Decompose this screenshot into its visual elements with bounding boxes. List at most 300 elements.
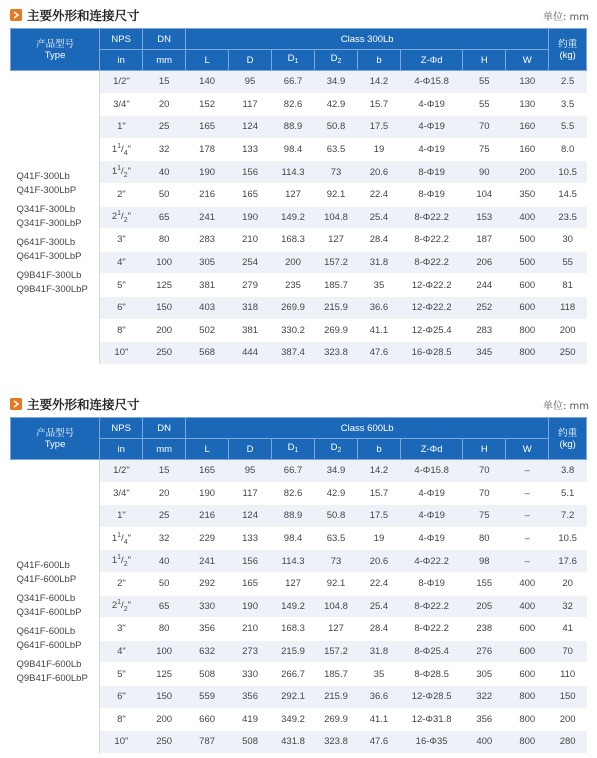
table-cell: 73 <box>315 161 358 184</box>
table-cell: 269.9 <box>315 319 358 342</box>
table-cell: 140 <box>186 71 229 94</box>
table-cell: 8-Φ19 <box>400 183 462 206</box>
table-cell: 95 <box>229 71 272 94</box>
table-cell: 20.6 <box>357 161 400 184</box>
table-cell: 500 <box>506 229 549 252</box>
table-cell: 88.9 <box>272 505 315 528</box>
subheader-dim: Z-Φd <box>400 50 462 71</box>
table-cell: 200 <box>272 251 315 274</box>
table-cell: 100 <box>143 640 186 663</box>
table-cell: 92.1 <box>315 183 358 206</box>
table-cell: 1" <box>100 116 143 139</box>
model-name: Q9B41F-300LbP <box>16 284 88 296</box>
table-cell: 125 <box>143 274 186 297</box>
subheader-dim: $D_2$ <box>315 50 358 71</box>
table-cell: 800 <box>506 731 549 754</box>
table-cell: 241 <box>186 206 229 229</box>
table-cell: 400 <box>506 572 549 595</box>
table-cell: 283 <box>463 319 506 342</box>
model-name: Q41F-300LbP <box>16 185 77 197</box>
table-cell: 88.9 <box>272 116 315 139</box>
table-cell: 36.6 <box>357 296 400 319</box>
table-cell: 127 <box>272 183 315 206</box>
table-cell: 345 <box>463 342 506 365</box>
table-cell: 75 <box>463 505 506 528</box>
model-list-cell <box>11 460 100 754</box>
table-cell: 32 <box>143 527 186 550</box>
section-header <box>0 393 597 415</box>
table-cell: 381 <box>186 274 229 297</box>
table-cell: 4-Φ15.8 <box>400 71 462 94</box>
table-cell: 5.1 <box>549 482 587 505</box>
table-cell: 47.6 <box>357 342 400 365</box>
table-cell: 190 <box>229 595 272 618</box>
table-cell: 50.8 <box>315 116 358 139</box>
table-cell: 156 <box>229 161 272 184</box>
subheader-dim: W <box>506 50 549 71</box>
table-cell: 17.6 <box>549 550 587 573</box>
table-cell: $2^1/_2$" <box>100 206 143 229</box>
table-cell: 229 <box>186 527 229 550</box>
dimensions-section-300lb <box>0 4 597 359</box>
table-cell: 110 <box>549 663 587 686</box>
model-name: Q341F-600Lb <box>16 593 76 605</box>
table-cell: 4-Φ19 <box>400 93 462 116</box>
table-cell: 254 <box>229 251 272 274</box>
table-cell: 283 <box>186 229 229 252</box>
table-cell: 1/2" <box>100 460 143 483</box>
table-cell: 400 <box>463 731 506 754</box>
table-cell: 14.5 <box>549 183 587 206</box>
table-cell: 22.4 <box>357 572 400 595</box>
table-cell: 63.5 <box>315 527 358 550</box>
table-cell: 149.2 <box>272 206 315 229</box>
table-cell: 34.9 <box>315 460 358 483</box>
table-cell: 330 <box>186 595 229 618</box>
table-cell: 104.8 <box>315 595 358 618</box>
table-cell: $1^1/_2$" <box>100 161 143 184</box>
table-cell: 5" <box>100 663 143 686</box>
model-group <box>17 269 100 297</box>
table-cell: 431.8 <box>272 731 315 754</box>
subheader-dim: $D_1$ <box>272 439 315 460</box>
model-name: Q341F-300Lb <box>16 204 76 216</box>
table-cell: 600 <box>506 640 549 663</box>
table-cell: 34.9 <box>315 71 358 94</box>
table-cell: 10.5 <box>549 527 587 550</box>
table-cell: 400 <box>506 595 549 618</box>
table-cell: 215.9 <box>315 296 358 319</box>
section-header <box>0 4 597 26</box>
table-cell: 66.7 <box>272 460 315 483</box>
table-cell: 323.8 <box>315 342 358 365</box>
table-cell: 55 <box>463 71 506 94</box>
table-cell: 15 <box>143 460 186 483</box>
table-cell: 322 <box>463 685 506 708</box>
table-cell: 156 <box>229 550 272 573</box>
model-name: Q641F-600Lb <box>16 626 76 638</box>
model-name: Q641F-300LbP <box>16 251 82 263</box>
table-cell: 157.2 <box>315 640 358 663</box>
table-cell: 8-Φ19 <box>400 572 462 595</box>
table-cell: 387.4 <box>272 342 315 365</box>
table-cell: 92.1 <box>315 572 358 595</box>
table-cell: 17.5 <box>357 505 400 528</box>
table-cell: 70 <box>463 460 506 483</box>
table-cell: 318 <box>229 296 272 319</box>
table-cell: 70 <box>463 482 506 505</box>
table-cell: 305 <box>186 251 229 274</box>
table-cell: 185.7 <box>315 274 358 297</box>
table-cell: 20 <box>143 93 186 116</box>
table-cell: 205 <box>463 595 506 618</box>
table-cell: 20 <box>549 572 587 595</box>
model-group <box>17 203 100 231</box>
table-cell: 150 <box>143 685 186 708</box>
table-cell: 70 <box>463 116 506 139</box>
subheader-mm: mm <box>143 50 186 71</box>
table-cell: 3.5 <box>549 93 587 116</box>
table-cell: 31.8 <box>357 640 400 663</box>
table-cell: 80 <box>143 618 186 641</box>
table-cell: 8-Φ22.2 <box>400 618 462 641</box>
table-cell: 50 <box>143 572 186 595</box>
table-cell: 632 <box>186 640 229 663</box>
table-cell: 165 <box>186 460 229 483</box>
table-cell: 2.5 <box>549 71 587 94</box>
table-cell: 356 <box>463 708 506 731</box>
table-cell: 600 <box>506 618 549 641</box>
table-cell: 65 <box>143 206 186 229</box>
table-cell: 155 <box>463 572 506 595</box>
subheader-dim: $D_2$ <box>315 439 358 460</box>
column-header-nps: NPS <box>100 29 143 50</box>
chevron-right-icon <box>10 9 22 21</box>
table-cell: 15.7 <box>357 93 400 116</box>
table-cell: 8-Φ22.2 <box>400 251 462 274</box>
model-name: Q341F-300LbP <box>16 218 82 230</box>
model-group <box>17 625 100 653</box>
table-cell: 168.3 <box>272 229 315 252</box>
model-group <box>17 658 100 686</box>
table-cell: 1" <box>100 505 143 528</box>
column-header-weight <box>549 418 587 460</box>
column-header-weight <box>549 29 587 71</box>
table-cell: 50.8 <box>315 505 358 528</box>
table-cell: 323.8 <box>315 731 358 754</box>
subheader-dim: b <box>357 439 400 460</box>
table-cell: 276 <box>463 640 506 663</box>
table-cell: 600 <box>506 274 549 297</box>
model-header-cn: 产品型号 <box>36 427 75 439</box>
table-cell: 252 <box>463 296 506 319</box>
dimension-table-300lb <box>10 28 587 365</box>
table-cell: 98 <box>463 550 506 573</box>
table-cell: 81 <box>549 274 587 297</box>
table-header-row <box>11 29 587 50</box>
table-cell: 292.1 <box>272 685 315 708</box>
table-cell: 4" <box>100 251 143 274</box>
table-cell: 16-Φ28.5 <box>400 342 462 365</box>
table-cell: 104.8 <box>315 206 358 229</box>
table-cell: 165 <box>186 116 229 139</box>
table-cell: 124 <box>229 116 272 139</box>
table-cell: 185.7 <box>315 663 358 686</box>
table-cell: 23.5 <box>549 206 587 229</box>
table-cell: 41.1 <box>357 319 400 342</box>
table-cell: 20.6 <box>357 550 400 573</box>
table-cell: 200 <box>506 161 549 184</box>
table-cell: $2^1/_2$" <box>100 595 143 618</box>
table-cell: 235 <box>272 274 315 297</box>
table-header-row <box>11 418 587 439</box>
table-cell: 82.6 <box>272 93 315 116</box>
table-cell: 200 <box>549 708 587 731</box>
table-cell: 444 <box>229 342 272 365</box>
model-group <box>17 170 100 198</box>
subheader-dim: Z-Φd <box>400 439 462 460</box>
weight-header-cn: 约重 <box>558 38 578 50</box>
table-cell: 349.2 <box>272 708 315 731</box>
table-cell: 12-Φ22.2 <box>400 296 462 319</box>
table-cell: 238 <box>463 618 506 641</box>
model-name: Q9B41F-600LbP <box>16 673 88 685</box>
table-cell: 559 <box>186 685 229 708</box>
table-cell: 28.4 <box>357 229 400 252</box>
table-cell: 12-Φ25.4 <box>400 319 462 342</box>
table-cell: 25 <box>143 116 186 139</box>
table-cell: 250 <box>143 342 186 365</box>
table-cell: 210 <box>229 618 272 641</box>
unit-label: 单位: mm <box>542 401 589 412</box>
table-cell: 356 <box>229 685 272 708</box>
model-header-en: Type <box>44 438 66 450</box>
table-cell: 150 <box>549 685 587 708</box>
table-cell: 80 <box>463 527 506 550</box>
table-cell: – <box>506 505 549 528</box>
table-cell: 10.5 <box>549 161 587 184</box>
subheader-mm: mm <box>143 439 186 460</box>
table-cell: 5" <box>100 274 143 297</box>
table-cell: 160 <box>506 138 549 161</box>
table-cell: 200 <box>549 319 587 342</box>
table-cell: 500 <box>506 251 549 274</box>
table-cell: 32 <box>549 595 587 618</box>
table-cell: 3.8 <box>549 460 587 483</box>
table-cell: 200 <box>143 708 186 731</box>
table-cell: 133 <box>229 138 272 161</box>
chevron-right-icon <box>10 398 22 410</box>
model-name: Q341F-600LbP <box>16 607 82 619</box>
column-header-dn: DN <box>143 29 186 50</box>
subheader-dim: D <box>229 439 272 460</box>
table-cell: 133 <box>229 527 272 550</box>
table-cell: 241 <box>186 550 229 573</box>
table-cell: 130 <box>506 71 549 94</box>
table-cell: 80 <box>143 229 186 252</box>
column-header-class: Class 300Lb <box>186 29 549 50</box>
table-cell: 4-Φ22.2 <box>400 550 462 573</box>
table-cell: 95 <box>229 460 272 483</box>
table-cell: 8" <box>100 319 143 342</box>
table-cell: 216 <box>186 505 229 528</box>
table-cell: 35 <box>357 274 400 297</box>
table-cell: 114.3 <box>272 550 315 573</box>
table-cell: 6" <box>100 296 143 319</box>
table-cell: 508 <box>229 731 272 754</box>
table-cell: 600 <box>506 663 549 686</box>
table-cell: – <box>506 460 549 483</box>
table-cell: 210 <box>229 229 272 252</box>
table-cell: 2" <box>100 572 143 595</box>
table-cell: 25 <box>143 505 186 528</box>
table-cell: 20 <box>143 482 186 505</box>
table-cell: 4-Φ19 <box>400 138 462 161</box>
table-cell: 22.4 <box>357 183 400 206</box>
table-cell: 124 <box>229 505 272 528</box>
table-cell: 35 <box>357 663 400 686</box>
table-cell: 273 <box>229 640 272 663</box>
table-cell: 190 <box>186 482 229 505</box>
column-header-model <box>11 418 100 460</box>
table-cell: 4-Φ19 <box>400 482 462 505</box>
table-cell: 400 <box>506 206 549 229</box>
subheader-dim: W <box>506 439 549 460</box>
table-cell: 1/2" <box>100 71 143 94</box>
table-cell: 150 <box>143 296 186 319</box>
table-cell: 800 <box>506 685 549 708</box>
subheader-dim: $D_1$ <box>272 50 315 71</box>
table-cell: 8-Φ22.2 <box>400 595 462 618</box>
subheader-dim: D <box>229 50 272 71</box>
table-cell: 25.4 <box>357 206 400 229</box>
table-cell: 216 <box>186 183 229 206</box>
table-cell: 508 <box>186 663 229 686</box>
table-cell: 17.5 <box>357 116 400 139</box>
subheader-dim: L <box>186 439 229 460</box>
table-cell: 12-Φ22.2 <box>400 274 462 297</box>
table-cell: 63.5 <box>315 138 358 161</box>
table-cell: 31.8 <box>357 251 400 274</box>
table-cell: 419 <box>229 708 272 731</box>
table-cell: 65 <box>143 595 186 618</box>
table-cell: 350 <box>506 183 549 206</box>
dimension-table-600lb <box>10 417 587 754</box>
table-cell: 330 <box>229 663 272 686</box>
table-cell: 82.6 <box>272 482 315 505</box>
table-cell: 600 <box>506 296 549 319</box>
model-list-cell <box>11 71 100 365</box>
table-cell: – <box>506 482 549 505</box>
table-cell: 47.6 <box>357 731 400 754</box>
table-cell: 330.2 <box>272 319 315 342</box>
table-cell: – <box>506 550 549 573</box>
table-cell: 127 <box>315 618 358 641</box>
table-cell: 3/4" <box>100 93 143 116</box>
table-cell: 36.6 <box>357 685 400 708</box>
table-cell: 127 <box>315 229 358 252</box>
subheader-in: in <box>100 439 143 460</box>
table-cell: 305 <box>463 663 506 686</box>
table-cell: 12-Φ31.8 <box>400 708 462 731</box>
table-cell: 127 <box>272 572 315 595</box>
table-cell: 117 <box>229 93 272 116</box>
table-cell: 30 <box>549 229 587 252</box>
table-cell: 8.0 <box>549 138 587 161</box>
table-cell: 25.4 <box>357 595 400 618</box>
table-cell: 41 <box>549 618 587 641</box>
model-name: Q641F-600LbP <box>16 640 82 652</box>
model-group <box>17 592 100 620</box>
table-cell: 118 <box>549 296 587 319</box>
table-cell: 800 <box>506 708 549 731</box>
table-cell: 165 <box>229 183 272 206</box>
table-cell: 100 <box>143 251 186 274</box>
table-cell: 15 <box>143 71 186 94</box>
subheader-dim: L <box>186 50 229 71</box>
table-cell: 12-Φ28.5 <box>400 685 462 708</box>
subheader-in: in <box>100 50 143 71</box>
table-cell: 75 <box>463 138 506 161</box>
table-cell: 19 <box>357 138 400 161</box>
column-header-model <box>11 29 100 71</box>
table-row <box>11 460 587 483</box>
weight-header-unit: (kg) <box>559 49 576 61</box>
subheader-dim: H <box>463 439 506 460</box>
table-row <box>11 71 587 94</box>
table-cell: 15.7 <box>357 482 400 505</box>
table-cell: 153 <box>463 206 506 229</box>
table-cell: 117 <box>229 482 272 505</box>
table-cell: $1^1/_2$" <box>100 550 143 573</box>
column-header-nps: NPS <box>100 418 143 439</box>
model-name: Q41F-600LbP <box>16 574 77 586</box>
weight-header-unit: (kg) <box>559 438 576 450</box>
table-cell: 157.2 <box>315 251 358 274</box>
table-cell: 178 <box>186 138 229 161</box>
table-cell: 4-Φ19 <box>400 527 462 550</box>
weight-header-cn: 约重 <box>558 427 578 439</box>
table-cell: 42.9 <box>315 482 358 505</box>
table-cell: 215.9 <box>272 640 315 663</box>
table-cell: 55 <box>463 93 506 116</box>
model-name: Q9B41F-300Lb <box>16 270 82 282</box>
model-name: Q641F-300Lb <box>16 237 76 249</box>
table-cell: 7.2 <box>549 505 587 528</box>
table-cell: 187 <box>463 229 506 252</box>
table-cell: 149.2 <box>272 595 315 618</box>
table-cell: 215.9 <box>315 685 358 708</box>
table-cell: 800 <box>506 342 549 365</box>
subheader-dim: H <box>463 50 506 71</box>
table-cell: 206 <box>463 251 506 274</box>
table-cell: 190 <box>229 206 272 229</box>
table-cell: 14.2 <box>357 460 400 483</box>
table-cell: 66.7 <box>272 71 315 94</box>
table-cell: $1^1/_4$" <box>100 138 143 161</box>
table-cell: $1^1/_4$" <box>100 527 143 550</box>
table-cell: 41.1 <box>357 708 400 731</box>
table-cell: 130 <box>506 93 549 116</box>
table-cell: 381 <box>229 319 272 342</box>
table-cell: 40 <box>143 161 186 184</box>
table-cell: 50 <box>143 183 186 206</box>
table-cell: 4-Φ19 <box>400 505 462 528</box>
table-cell: 266.7 <box>272 663 315 686</box>
table-cell: 104 <box>463 183 506 206</box>
table-cell: 280 <box>549 731 587 754</box>
table-cell: 250 <box>549 342 587 365</box>
